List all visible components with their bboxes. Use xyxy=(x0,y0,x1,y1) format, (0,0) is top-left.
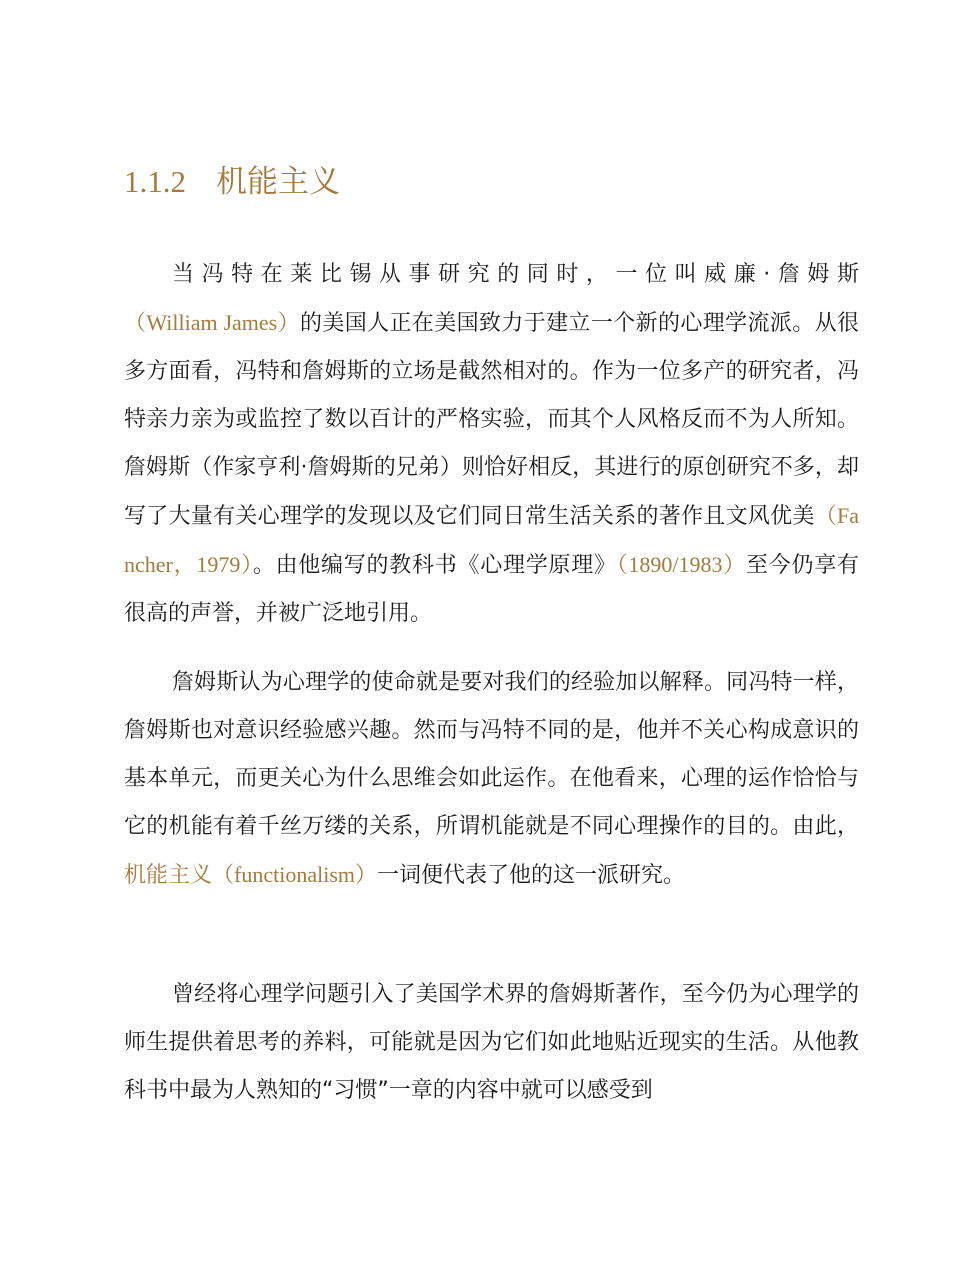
paragraph-1 xyxy=(124,251,859,638)
paragraph-text: 当冯特在莱比锡从事研究的同时，一位叫威廉·詹姆斯 xyxy=(172,262,859,287)
paragraph-3 xyxy=(124,971,859,1115)
paragraph-text: 至今仍享有很高的声誉，并被广泛地引用。 xyxy=(124,553,859,626)
section-number: 1.1.2 xyxy=(124,164,186,199)
paragraph-text: 一词便代表了他的这一派研究。 xyxy=(377,863,686,888)
citation-william-james: （William James） xyxy=(124,310,300,335)
citation-functionalism: （functionalism） xyxy=(212,862,377,887)
paragraph-text: 曾经将心理学问题引入了美国学术界的詹姆斯著作，至今仍为心理学的师生提供着思考的养料，可能就是因为它们如此地贴近现实的生活。从他教科书中最为人熟知的“习惯”一章的内容中就可以感受到 xyxy=(124,982,859,1103)
citation-1890-1983: （1890/1983） xyxy=(616,552,747,577)
paragraph-2 xyxy=(124,659,859,900)
section-heading xyxy=(124,162,340,202)
paragraph-text: 詹姆斯认为心理学的使命就是要对我们的经验加以解释。同冯特一样，詹姆斯也对意识经验感兴趣。然而与冯特不同的是，他并不关心构成意识的基本单元，而更关心为什么思维会如此运作。在他看来，心理的运作恰恰与它的机能有着千丝万缕的关系，所谓机能就是不同心理操作的目的。由此， xyxy=(124,670,859,839)
citation-fancher-1979: （Fancher，1979） xyxy=(124,503,859,577)
section-title: 机能主义 xyxy=(216,164,340,200)
paragraph-text: 的美国人正在美国致力于建立一个新的心理学流派。从很多方面看，冯特和詹姆斯的立场是截然相对的。作为一位多产的研究者，冯特亲力亲为或监控了数以百计的严格实验，而其个人风格反而不为人所知。詹姆斯（作家亨利·詹姆斯的兄弟）则恰好相反，其进行的原创研究不多，却写了大量有关心理学的发现以及它们同日常生活关系的著作且文风优美 xyxy=(124,311,859,529)
key-term-functionalism: 机能主义 xyxy=(124,863,213,888)
paragraph-text: 。由他编写的教科书《心理学原理》 xyxy=(252,553,617,578)
